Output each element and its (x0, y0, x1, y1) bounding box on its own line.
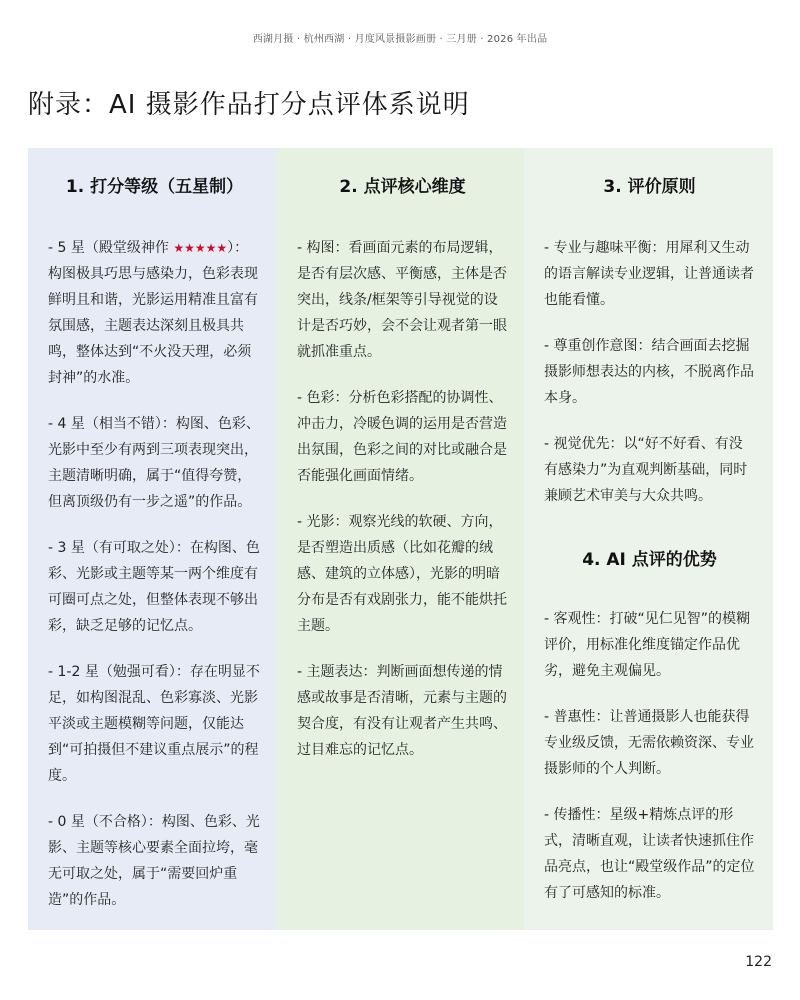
running-header: 西湖月摄 · 杭州西湖 · 月度风景摄影画册 · 三月册 · 2026 年出品 (252, 34, 548, 45)
principle-balance-item: - 专业与趣味平衡：用犀利又生动的语言解读专业逻辑，让普通读者也能看懂。 (544, 240, 754, 308)
color-item: - 色彩：分析色彩搭配的协调性、冲击力，冷暖色调的运用是否营造出氛围，色彩之间的对比或融合是否能强化画面情绪。 (297, 390, 507, 484)
rating-levels-heading: 1. 打分等级（五星制） (65, 177, 244, 197)
review-dimensions-heading: 2. 点评核心维度 (339, 177, 466, 197)
five-star-label: - 5 星（殿堂级神作 (48, 240, 174, 256)
appendix-columns (28, 148, 773, 930)
advantage-objectivity-item: - 客观性：打破“见仁见智”的模糊评价，用标准化维度锚定作品优劣，避免主观偏见。 (544, 611, 751, 679)
principles-column (524, 148, 773, 930)
theme-expression-item: - 主题表达：判断画面想传递的情感或故事是否清晰，元素与主题的契合度，有没有让观者产生共鸣、过目难忘的记忆点。 (297, 664, 507, 758)
advantage-spread-item: - 传播性：星级+精炼点评的形式，清晰直观，让读者快速抓住作品亮点，也让“殿堂级作品”的定位有了可感知的标准。 (544, 807, 755, 901)
principles-heading: 3. 评价原则 (603, 177, 696, 197)
principle-visual-item: - 视觉优先：以“好不好看、有没有感染力”为直观判断基础，同时兼顾艺术审美与大众共鸣。 (544, 436, 748, 504)
one-two-star-item: - 1-2 星（勉强可看）：存在明显不足，如构图混乱、色彩寡淡、光影平淡或主题模糊等问题，仅能达到“可拍摄但不建议重点展示”的程度。 (48, 664, 260, 784)
five-star-description: ）：构图极具巧思与感染力，色彩表现鲜明且和谐，光影运用精准且富有氛围感，主题表达深刻且极具共鸣，整体达到“不火没天理，必须封神”的水准。 (48, 240, 258, 386)
rating-levels-column (28, 148, 277, 930)
ai-advantages-heading: 4. AI 点评的优势 (582, 550, 717, 570)
page-number: 122 (745, 954, 772, 970)
principle-intent-item: - 尊重创作意图：结合画面去挖掘摄影师想表达的内核，不脱离作品本身。 (544, 338, 754, 406)
zero-star-item: - 0 星（不合格）：构图、色彩、光影、主题等核心要素全面拉垮，毫无可取之处，属于“需要回炉重造”的作品。 (48, 814, 260, 908)
composition-item: - 构图：看画面元素的布局逻辑，是否有层次感、平衡感，主体是否突出，线条/框架等引导视觉的设计是否巧妙，会不会让观者第一眼就抓准重点。 (297, 240, 507, 360)
five-star-item (48, 235, 261, 391)
advantage-accessibility-item: - 普惠性：让普通摄影人也能获得专业级反馈，无需依赖资深、专业摄影师的个人判断。 (544, 709, 754, 777)
light-shadow-item: - 光影：观察光线的软硬、方向，是否塑造出质感（比如花瓣的绒感、建筑的立体感），光影的明暗分布是否有戏剧张力，能不能烘托主题。 (297, 514, 507, 634)
four-star-item: - 4 星（相当不错）：构图、色彩、光影中至少有两到三项表现突出，主题清晰明确，属于“值得夸赞，但离顶级仍有一步之遥”的作品。 (48, 416, 260, 510)
five-star-rating-icon: ★★★★★ (173, 241, 228, 255)
three-star-item: - 3 星（有可取之处）：在构图、色彩、光影或主题等某一两个维度有可圈可点之处，但整体表现不够出彩，缺乏足够的记忆点。 (48, 540, 260, 634)
page-title: 附录：AI 摄影作品打分点评体系说明 (28, 90, 470, 120)
review-dimensions-column (277, 148, 524, 930)
